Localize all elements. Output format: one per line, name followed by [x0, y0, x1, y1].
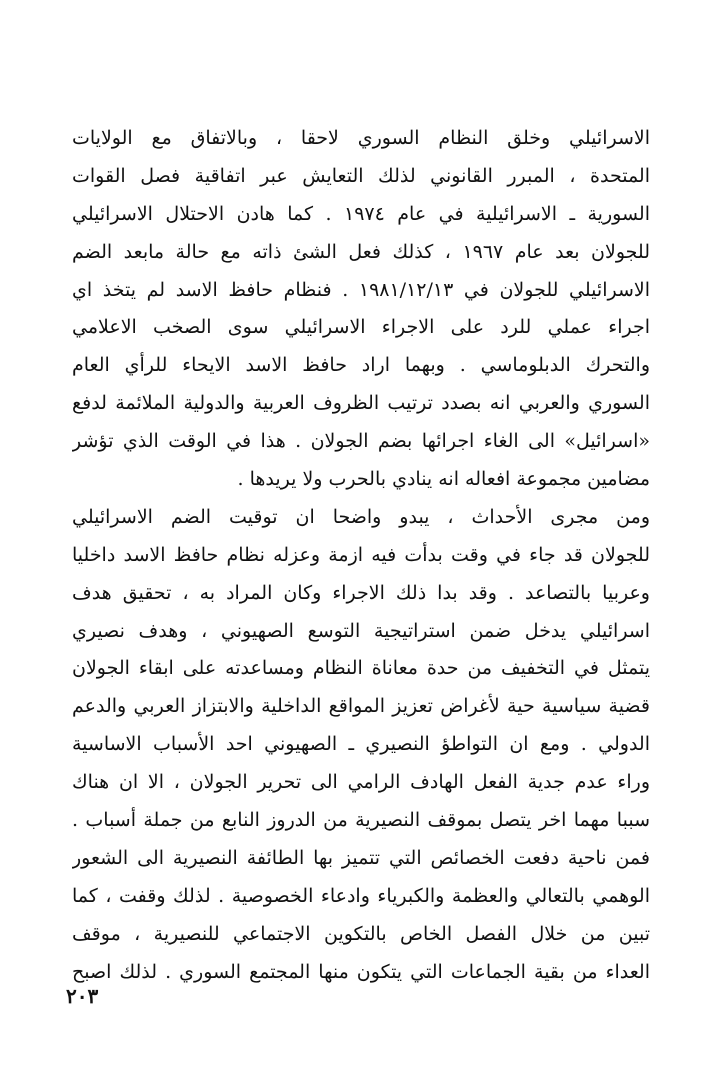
text-line: وعربيا بالتصاعد . وقد بدا ذلك الاجراء وكان المراد به ، تحقيق هدف — [72, 581, 650, 604]
text-line: يتمثل في التخفيف من حدة معاناة النظام ومساعدته على ابقاء الجولان — [72, 657, 650, 680]
text-line: وراء عدم جدية الفعل الهادف الرامي الى تحرير الجولان ، الا ان هناك — [72, 771, 650, 794]
text-line: سببا مهما اخر يتصل بموقف النصيرية من الدروز النابع من جملة أسباب . — [72, 809, 650, 832]
text-line: السورية ـ الاسرائيلية في عام ١٩٧٤ . كما هادن الاحتلال الاسرائيلي — [72, 202, 650, 225]
text-line: فمن ناحية دفعت الخصائص التي تتميز بها الطائفة النصيرية الى الشعور — [72, 846, 650, 869]
text-line: اسرائيلي يدخل ضمن استراتيجية التوسع الصهيوني ، وهدف نصيري — [72, 619, 650, 642]
text-line: الوهمي بالتعالي والعظمة والكبرياء وادعاء الخصوصية . لذلك وقفت ، كما — [72, 884, 650, 907]
text-line: العداء من بقية الجماعات التي يتكون منها المجتمع السوري . لذلك اصبح — [72, 960, 650, 983]
text-line: الدولي . ومع ان التواطؤ النصيري ـ الصهيوني احد الأسباب الاساسية — [72, 733, 650, 756]
text-line: للجولان بعد عام ١٩٦٧ ، كذلك فعل الشئ ذاته مع حالة مابعد الضم — [72, 240, 650, 263]
text-line: تبين من خلال الفصل الخاص بالتكوين الاجتماعي للنصيرية ، موقف — [72, 922, 650, 945]
text-line: للجولان قد جاء في وقت بدأت فيه ازمة وعزله نظام حافظ الاسد داخليا — [72, 543, 650, 566]
text-line: الاسرائيلي وخلق النظام السوري لاحقا ، وبالاتفاق مع الولايات — [72, 127, 650, 149]
text-line: قضية سياسية حية لأغراض تعزيز المواقع الداخلية والابتزاز العربي والدعم — [72, 695, 650, 718]
page-number: ٢٠٣ — [66, 984, 99, 1008]
text-line: ومن مجرى الأحداث ، يبدو واضحا ان توقيت الضم الاسرائيلي — [72, 505, 650, 528]
text-line: اجراء عملي للرد على الاجراء الاسرائيلي سوى الصخب الاعلامي — [72, 316, 650, 339]
text-line: الاسرائيلي للجولان في ١٩٨١/١٢/١٣ . فنظام حافظ الاسد لم يتخذ اي — [72, 278, 650, 301]
text-line: المتحدة ، المبرر القانوني لذلك التعايش عبر اتفاقية فصل القوات — [72, 164, 650, 187]
text-line: مضامين مجموعة افعاله انه ينادي بالحرب ولا يريدها . — [237, 468, 650, 491]
text-line: والتحرك الدبلوماسي . وبهما اراد حافظ الاسد الايحاء للرأي العام — [72, 354, 650, 377]
text-line: السوري والعربي انه بصدد ترتيب الظروف العربية والدولية الملائمة لدفع — [72, 392, 650, 415]
text-line: «اسرائيل» الى الغاء اجرائها بضم الجولان . هذا في الوقت الذي تؤشر — [72, 430, 650, 453]
body-text — [72, 120, 650, 991]
